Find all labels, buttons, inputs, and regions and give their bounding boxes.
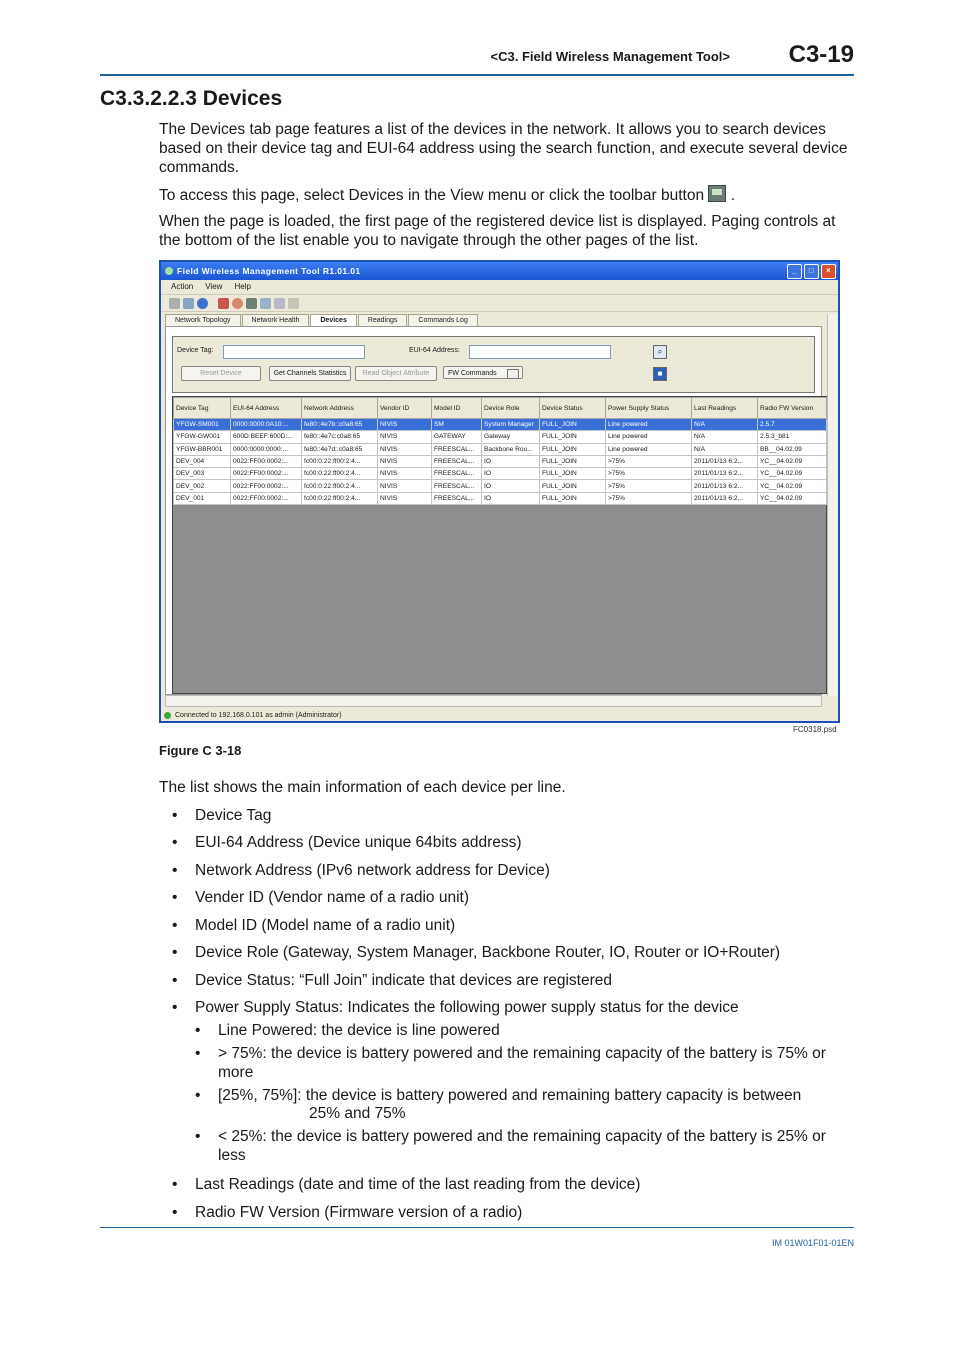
table-row[interactable] [174,443,827,455]
list-item: • Power Supply Status: Indicates the following power supply status for the device [195,998,854,1017]
table-cell: 2011/01/13 6:2... [692,455,758,467]
table-cell: FULL_JOIN [540,419,606,431]
table-cell: DEV_003 [174,468,231,480]
header-chapter: <C3. Field Wireless Management Tool> [490,49,730,64]
table-cell: N/A [692,431,758,443]
tab-network-health[interactable]: Network Health [242,314,310,326]
table-cell: NIVIS [378,443,432,455]
sub-list-item: • [25%, 75%]: the device is battery powered and remaining battery capacity is between [218,1086,854,1105]
table-cell: fc00:0:22:ff00:2:4... [302,492,378,504]
table-cell: Line powered [606,443,692,455]
table-cell: YC__04.02.09 [758,468,827,480]
window-title: Field Wireless Management Tool R1.01.01 [177,266,361,276]
eui64-input[interactable] [469,345,611,359]
table-cell: >75% [606,455,692,467]
table-header [174,398,827,419]
search-panel [172,336,815,393]
header-page-number: C3-19 [788,41,854,68]
table-cell: YFGW-SM001 [174,419,231,431]
sub-list-item-continued: 25% and 75% [309,1105,406,1122]
save-icon[interactable]: ■ [653,367,667,381]
device-grid [172,396,827,694]
table-cell: fc00:0:22:ff00:2:4... [302,455,378,467]
health-icon[interactable] [232,298,243,309]
col-radio-fw-version[interactable]: Radio FW Version [758,398,827,419]
tab-devices[interactable]: Devices [310,314,356,326]
col-eui64-address[interactable]: EUI-64 Address [231,398,302,419]
list-item: • Device Tag [195,806,854,825]
table-cell: 600D:BEEF:600D:... [231,431,302,443]
table-cell: NIVIS [378,431,432,443]
table-cell: NIVIS [378,480,432,492]
table-cell: 0022:FF00:0002:... [231,455,302,467]
list-item: • EUI-64 Address (Device unique 64bits address) [195,833,854,852]
tab-network-topology[interactable]: Network Topology [165,314,241,326]
table-cell: >75% [606,492,692,504]
maximize-icon[interactable]: □ [804,264,819,279]
paragraph-2-end: . [730,187,736,204]
table-cell: System Manager [482,419,540,431]
menu-view[interactable]: View [205,282,223,291]
table-cell: fc00:0:22:ff00:2:4... [302,480,378,492]
table-cell: 0000:0000:0A10:... [231,419,302,431]
table-row[interactable] [174,455,827,467]
table-cell: IO [482,480,540,492]
table-cell: 2.5.3_b81 [758,431,827,443]
tab-readings[interactable]: Readings [358,314,408,326]
table-cell: 0022:FF00:0002:... [231,468,302,480]
connected-icon [164,712,171,719]
fw-commands-button[interactable] [443,366,523,379]
table-cell: YC__04.02.09 [758,480,827,492]
footer-doc-id: IM 01W01F01-01EN [771,1238,854,1248]
table-cell: fe80::4e7b::c0a8:65 [302,419,378,431]
paragraph-3: When the page is loaded, the first page of the registered device list is displayed. Paging controls at the bottom of the list enable you to navigate through the other pages of the list. [159,213,836,249]
table-cell: 2011/01/13 6:2... [692,468,758,480]
read-object-attribute-button[interactable]: Read Object Attribute [355,366,437,381]
eui64-label: EUI-64 Address: [409,347,460,354]
figure-file-name: FC0318.psd [793,725,837,734]
table-cell: >75% [606,468,692,480]
table-cell: >75% [606,480,692,492]
menu-bar [161,280,838,294]
get-channels-statistics-button[interactable]: Get Channels Statistics [269,366,351,381]
table-cell: fe80::4e7d::c0a8:65 [302,443,378,455]
table-cell: Gateway [482,431,540,443]
dropdown-icon [507,369,519,379]
sub-list-item-text: > 75%: the device is battery powered and the remaining capacity of the battery is 75% or more [218,1045,826,1081]
table-cell: FREESCAL... [432,468,482,480]
toolbar [161,294,838,312]
vertical-scrollbar[interactable] [827,314,838,696]
table-cell: fc00:0:22:ff00:2:4... [302,468,378,480]
list-item: • Last Readings (date and time of the last reading from the device) [195,1175,854,1194]
topology-icon[interactable] [218,298,229,309]
table-cell: FREESCAL... [432,480,482,492]
device-tag-label: Device Tag: [177,347,214,354]
connection-status: Connected to 192.168.0.101 as admin (Administrator) [175,712,342,719]
table-row[interactable] [174,468,827,480]
sub-list-item: • Line Powered: the device is line powered [218,1021,854,1040]
table-cell: IO [482,468,540,480]
close-icon[interactable]: × [821,264,836,279]
device-tag-input[interactable] [223,345,365,359]
devices-toolbar-icon [708,185,726,202]
col-model-id[interactable]: Model ID [432,398,482,419]
log-icon[interactable] [274,298,285,309]
table-cell: SM [432,419,482,431]
table-cell: YC__04.02.09 [758,455,827,467]
col-vendor-id[interactable]: Vendor ID [378,398,432,419]
table-cell: DEV_002 [174,480,231,492]
col-last-readings[interactable]: Last Readings [692,398,758,419]
table-cell: FULL_JOIN [540,443,606,455]
table-cell: FULL_JOIN [540,492,606,504]
table-cell: fe80::4e7c:c0a8:65 [302,431,378,443]
table-cell: NIVIS [378,468,432,480]
window-controls [787,264,836,279]
table-cell: 2011/01/13 6:2... [692,480,758,492]
list-item: • Network Address (IPv6 network address for Device) [195,861,854,880]
table-cell: FULL_JOIN [540,468,606,480]
table-cell: IO [482,492,540,504]
table-cell: NIVIS [378,419,432,431]
table-cell: N/A [692,443,758,455]
paragraph-1: The Devices tab page features a list of the devices in the network. It allows you to search devices based on their device tag and EUI-64 address using the search function, and execute several device commands. [159,121,848,176]
menu-help[interactable]: Help [234,282,251,291]
table-cell: 0022:FF00:0002:... [231,492,302,504]
table-cell: 2011/01/13 6:2... [692,492,758,504]
table-row[interactable] [174,480,827,492]
table-row[interactable] [174,419,827,431]
footer-rule [100,1227,854,1228]
devices-icon[interactable] [246,298,257,309]
list-item: • Device Role (Gateway, System Manager, Backbone Router, IO, Router or IO+Router) [195,943,854,962]
table-cell: FREESCAL... [432,443,482,455]
table-cell: GATEWAY [432,431,482,443]
table-cell: YC__04.02.09 [758,492,827,504]
section-title: C3.3.2.2.3 Devices [100,87,283,110]
list-intro: The list shows the main information of each device per line. [159,779,566,796]
menu-action[interactable]: Action [171,282,194,291]
table-cell: 0022:FF00:0002:... [231,480,302,492]
export-icon[interactable] [288,298,299,309]
col-device-status[interactable]: Device Status [540,398,606,419]
table-cell: 0000:0000:0000:... [231,443,302,455]
table-cell: YFGW-GW001 [174,431,231,443]
app-icon [165,267,173,275]
disconnect-icon[interactable] [183,298,194,309]
table-cell: IO [482,455,540,467]
device-table [173,397,827,505]
table-cell: NIVIS [378,492,432,504]
paragraph-2-text: To access this page, select Devices in the View menu or click the toolbar button [159,187,705,204]
minimize-icon[interactable]: _ [787,264,802,279]
status-bar [161,710,838,721]
col-device-role[interactable]: Device Role [482,398,540,419]
list-item: • Vender ID (Vendor name of a radio unit) [195,888,854,907]
fw-commands-label: FW Commands [448,370,497,377]
list-item: • Model ID (Model name of a radio unit) [195,916,854,935]
table-cell: N/A [692,419,758,431]
app-window [159,260,840,723]
list-item: • Device Status: “Full Join” indicate that devices are registered [195,971,854,990]
figure-caption: Figure C 3-18 [159,743,242,758]
search-icon[interactable]: ⌕ [653,345,667,359]
table-row[interactable] [174,431,827,443]
col-network-address[interactable]: Network Address [302,398,378,419]
reset-device-button[interactable]: Reset Device [181,366,261,381]
table-cell: FREESCAL... [432,455,482,467]
list-item: • Radio FW Version (Firmware version of a radio) [195,1203,854,1222]
info-icon[interactable] [197,298,208,309]
readings-icon[interactable] [260,298,271,309]
table-cell: DEV_001 [174,492,231,504]
table-cell: YFGW-BBR001 [174,443,231,455]
sub-list-item: • < 25%: the device is battery powered and the remaining capacity of the battery is 25% or less [218,1127,854,1165]
table-cell: FREESCAL... [432,492,482,504]
title-bar [161,262,838,280]
table-cell: 2.5.7 [758,419,827,431]
devices-pane [165,326,822,695]
header-rule [100,74,854,76]
table-cell: NIVIS [378,455,432,467]
tab-strip [161,314,838,326]
table-cell: Line powered [606,419,692,431]
table-cell: Backbone Rou... [482,443,540,455]
col-power-supply-status[interactable]: Power Supply Status [606,398,692,419]
connect-icon[interactable] [169,298,180,309]
col-device-tag[interactable]: Device Tag [174,398,231,419]
table-cell: BB__04.02.09 [758,443,827,455]
table-cell: DEV_004 [174,455,231,467]
table-cell: Line powered [606,431,692,443]
sub-list-item [218,1044,858,1082]
table-cell: FULL_JOIN [540,480,606,492]
table-row[interactable] [174,492,827,504]
paragraph-2 [159,185,854,205]
horizontal-scrollbar[interactable] [165,695,822,707]
table-cell: FULL_JOIN [540,431,606,443]
tab-commands-log[interactable]: Commands Log [408,314,477,326]
table-cell: FULL_JOIN [540,455,606,467]
